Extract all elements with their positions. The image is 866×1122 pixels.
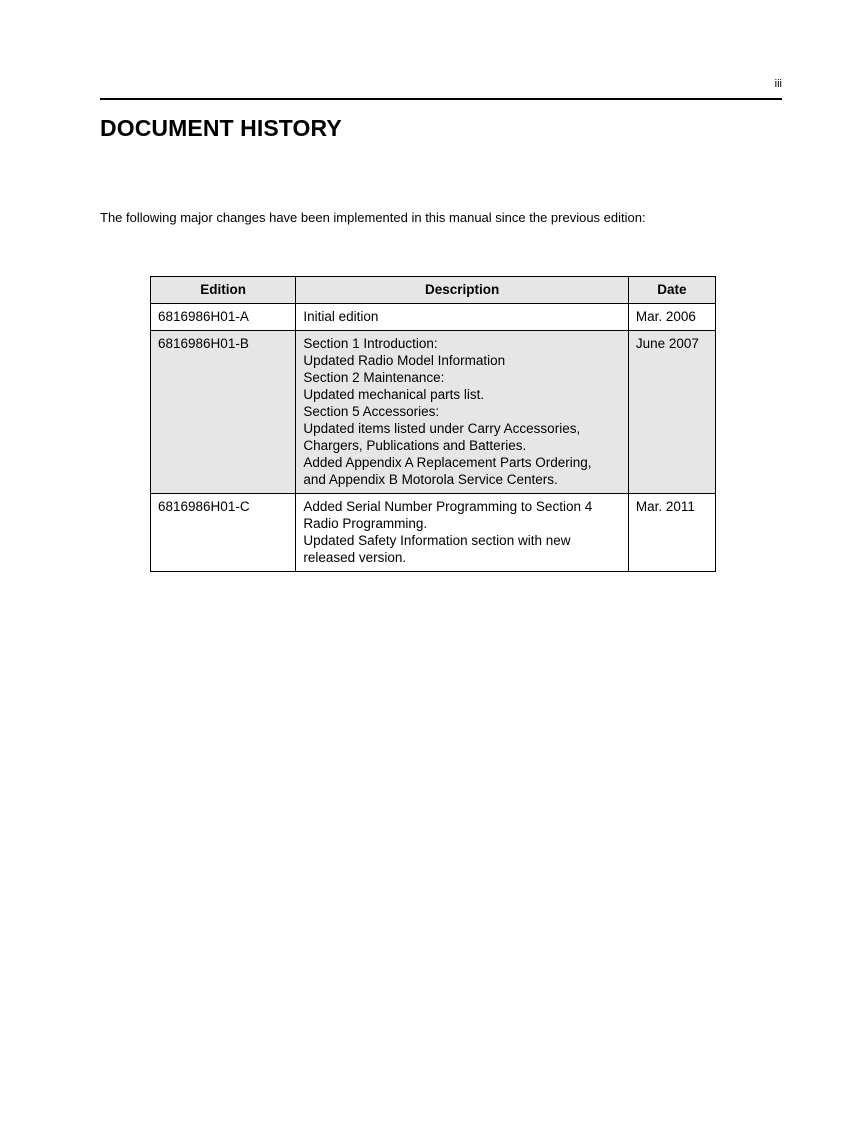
description-line: Updated Safety Information section with new	[303, 533, 571, 548]
table-row	[151, 331, 716, 494]
description-cell	[296, 331, 629, 494]
edition-cell: 6816986H01-A	[151, 304, 296, 331]
header-description: Description	[296, 277, 629, 304]
document-history-table	[150, 276, 716, 572]
date-cell: June 2007	[628, 331, 715, 494]
description-cell	[296, 304, 629, 331]
edition-cell: 6816986H01-C	[151, 494, 296, 572]
description-line: Radio Programming.	[303, 516, 428, 531]
description-line: released version.	[303, 550, 407, 565]
description-line: Chargers, Publications and Batteries.	[303, 438, 527, 453]
date-cell: Mar. 2011	[628, 494, 715, 572]
edition-cell: 6816986H01-B	[151, 331, 296, 494]
table-row	[151, 304, 716, 331]
header-rule	[100, 98, 782, 100]
page-title: DOCUMENT HISTORY	[100, 115, 342, 141]
description-line: Updated items listed under Carry Accessories,	[303, 421, 581, 436]
description-cell	[296, 494, 629, 572]
header-edition: Edition	[151, 277, 296, 304]
date-cell: Mar. 2006	[628, 304, 715, 331]
header-date: Date	[628, 277, 715, 304]
description-line: Updated mechanical parts list.	[303, 387, 485, 402]
description-line: Section 5 Accessories:	[303, 404, 440, 419]
description-line: Initial edition	[303, 309, 379, 324]
table-header-row	[151, 277, 716, 304]
description-line: and Appendix B Motorola Service Centers.	[303, 472, 558, 487]
description-line: Added Appendix A Replacement Parts Ordering,	[303, 455, 592, 470]
intro-paragraph: The following major changes have been implemented in this manual since the previous edition:	[100, 210, 646, 225]
description-line: Added Serial Number Programming to Section 4	[303, 499, 593, 514]
description-line: Section 2 Maintenance:	[303, 370, 445, 385]
page-number: iii	[774, 78, 782, 90]
description-line: Updated Radio Model Information	[303, 353, 506, 368]
table-row	[151, 494, 716, 572]
description-line: Section 1 Introduction:	[303, 336, 438, 351]
